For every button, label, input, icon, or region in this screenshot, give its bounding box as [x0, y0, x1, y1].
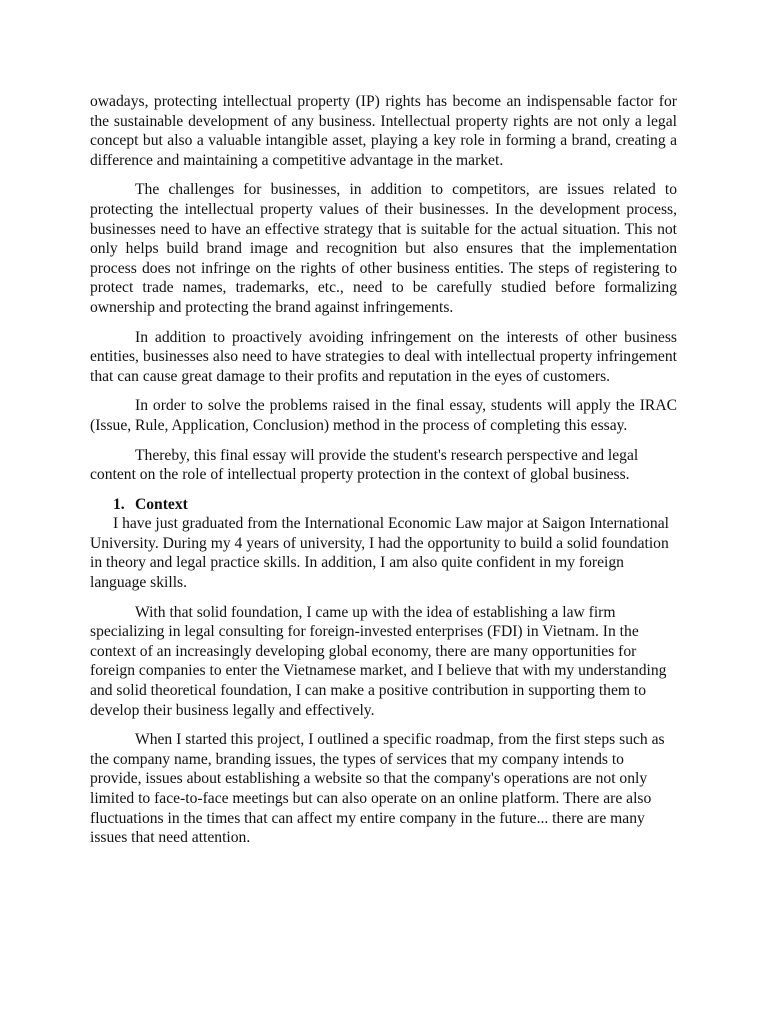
- section-title: Context: [135, 495, 188, 513]
- intro-paragraph-1: owadays, protecting intellectual property (IP) rights has become an indispensable factor for the sustainable development of any business. Intellectual property rights are not only a legal concept but also a valuable intangible asset, playing a key role in forming a brand, creating a difference and maintaining a competitive advantage in the market.: [90, 93, 677, 169]
- intro-paragraph-2: The challenges for businesses, in addition to competitors, are issues related to protecting the intellectual property values of their businesses. In the development process, businesses need to have an effective strategy that is suitable for the actual situation. This not only helps build brand image and recognition but also ensures that the implementation process does not infringe on the rights of other business entities. The steps of registering to protect trade names, trademarks, etc., need to be carefully studied before formalizing ownership and protecting the brand against infringements.: [90, 181, 677, 316]
- section-heading-context: [90, 495, 677, 515]
- intro-paragraph-3: In addition to proactively avoiding infringement on the interests of other business entities, businesses also need to have strategies to deal with intellectual property infringement that can cause great damage to their profits and reputation in the eyes of customers.: [90, 328, 677, 385]
- intro-paragraph-4: In order to solve the problems raised in the final essay, students will apply the IRAC (Issue, Rule, Application, Conclusion) method in the process of completing this essay.: [90, 397, 677, 434]
- context-paragraph-3: When I started this project, I outlined a specific roadmap, from the first steps such as the company name, branding issues, the types of services that my company intends to provide, issues about establishing a website so that the company's operations are not only limited to face-to-face meetings but can also operate on an online platform. There are also fluctuations in the times that can affect my entire company in the future... there are many issues that need attention.: [90, 731, 665, 847]
- context-paragraph-1: I have just graduated from the International Economic Law major at Saigon International University. During my 4 years of university, I had the opportunity to build a solid foundation in theory and legal practice skills. In addition, I am also quite confident in my foreign language skills.: [90, 515, 669, 592]
- intro-paragraph-5: Thereby, this final essay will provide the student's research perspective and legal content on the role of intellectual property protection in the context of global business.: [90, 446, 639, 484]
- document-page: [90, 92, 677, 858]
- context-paragraph-2: With that solid foundation, I came up with the idea of establishing a law firm specializing in legal consulting for foreign-invested enterprises (FDI) in Vietnam. In the context of an increasingly developing global economy, there are many opportunities for foreign companies to enter the Vietnamese market, and I believe that with my understanding and solid theoretical foundation, I can make a positive contribution in supporting them to develop their business legally and effectively.: [90, 603, 667, 719]
- section-number: 1.: [113, 495, 125, 513]
